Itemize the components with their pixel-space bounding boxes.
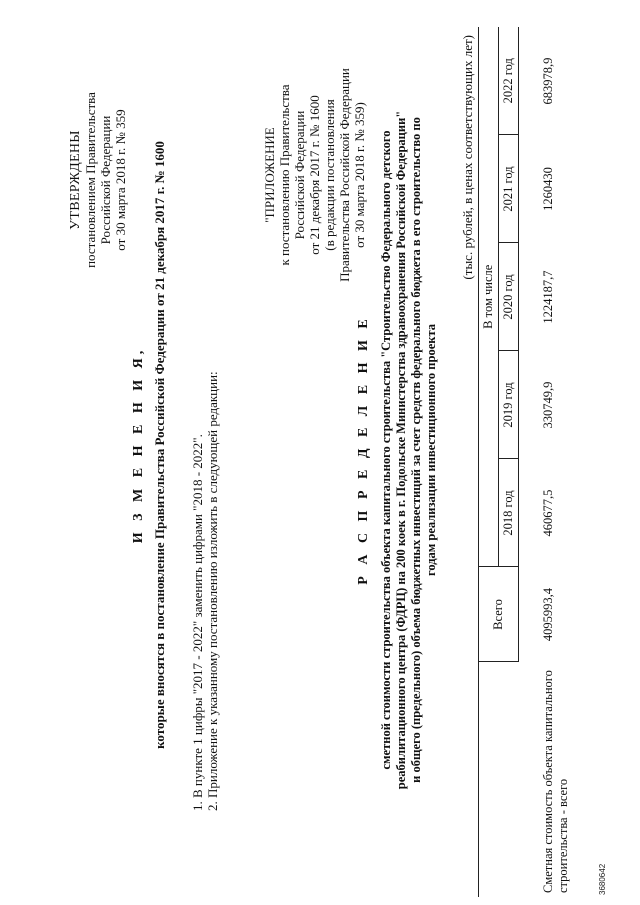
table-row	[519, 27, 573, 897]
table-units-note: (тыс. рублей, в ценах соответствующих лет)	[460, 35, 475, 280]
approval-line: постановлением Правительства	[83, 92, 98, 268]
distribution-line: сметной стоимости строительства объекта капитального строительства "Строительство Федерального детского	[379, 130, 393, 770]
row-label-line: Сметная стоимость объекта капитального	[540, 670, 555, 893]
distribution-description	[379, 95, 439, 805]
appendix-line: (в редакции постановления	[322, 99, 337, 251]
approval-line: Российской Федерации	[98, 115, 113, 245]
distribution-title: Р А С П Р Е Д Е Л Е Н И Е	[356, 315, 371, 585]
year-header: 2019 год	[499, 351, 519, 459]
document-number: 3680642	[598, 863, 607, 895]
row-year-value: 683978,9	[541, 57, 555, 105]
distribution-line: годам реализации инвестиционного проекта	[424, 323, 438, 577]
appendix-line: от 30 марта 2018 г. № 359)	[352, 102, 367, 248]
appendix-line: Правительства Российской Федерации	[337, 68, 352, 282]
distribution-line: реабилитационного центра (ФДРЦ) на 200 коек в г. Подольске Министерства здравоохранения Российской Федерации"	[394, 110, 408, 790]
approval-heading: УТВЕРЖДЕНЫ	[68, 130, 83, 230]
changes-items	[190, 75, 220, 815]
changes-item: 2. Приложение к указанному постановлению изложить в следующей редакции:	[205, 371, 220, 811]
empty-header-cell	[499, 662, 519, 897]
row-year-value: 1260430	[541, 167, 555, 211]
row-label-line: строительства - всего	[555, 778, 570, 893]
approval-line: от 30 марта 2018 г. № 359	[113, 109, 128, 251]
changes-title: И З М Е Н Е Н И Я,	[131, 346, 146, 544]
row-year-value: 330749,9	[541, 381, 555, 429]
appendix-line: к постановлению Правительства	[277, 84, 292, 266]
appendix-line: от 21 декабря 2017 г. № 1600	[307, 95, 322, 255]
year-header: 2018 год	[499, 459, 519, 567]
appendix-line: Российской Федерации	[292, 110, 307, 240]
table-years-row	[499, 27, 519, 897]
row-total-value: 4095993,4	[541, 587, 555, 642]
changes-title-block	[130, 75, 168, 815]
approval-stamp	[68, 45, 128, 315]
distribution-line: и общего (предельного) объема бюджетных инвестиций за счет средств федерального бюджета в его строительство по	[409, 117, 423, 783]
changes-item: 1. В пункте 1 цифры "2017 - 2022" заменить цифрами "2018 - 2022".	[190, 434, 205, 811]
row-year-value: 1224187,7	[541, 270, 555, 324]
distribution-block	[355, 95, 439, 805]
distribution-table	[478, 27, 573, 897]
year-header: 2022 год	[499, 27, 519, 135]
row-year-value: 460677,5	[541, 489, 555, 537]
year-header: 2021 год	[499, 135, 519, 243]
total-header: Всего	[479, 567, 519, 662]
appendix-line: "ПРИЛОЖЕНИЕ	[262, 127, 277, 223]
changes-subtitle: которые вносятся в постановление Правительства Российской Федерации от 21 декабря 2017 г. № 1600	[152, 141, 167, 749]
empty-header-cell	[479, 662, 499, 897]
appendix-stamp	[262, 35, 367, 315]
row-label	[519, 662, 573, 897]
including-header: В том числе	[479, 27, 499, 567]
table-header-row	[479, 27, 499, 897]
year-header: 2020 год	[499, 243, 519, 351]
